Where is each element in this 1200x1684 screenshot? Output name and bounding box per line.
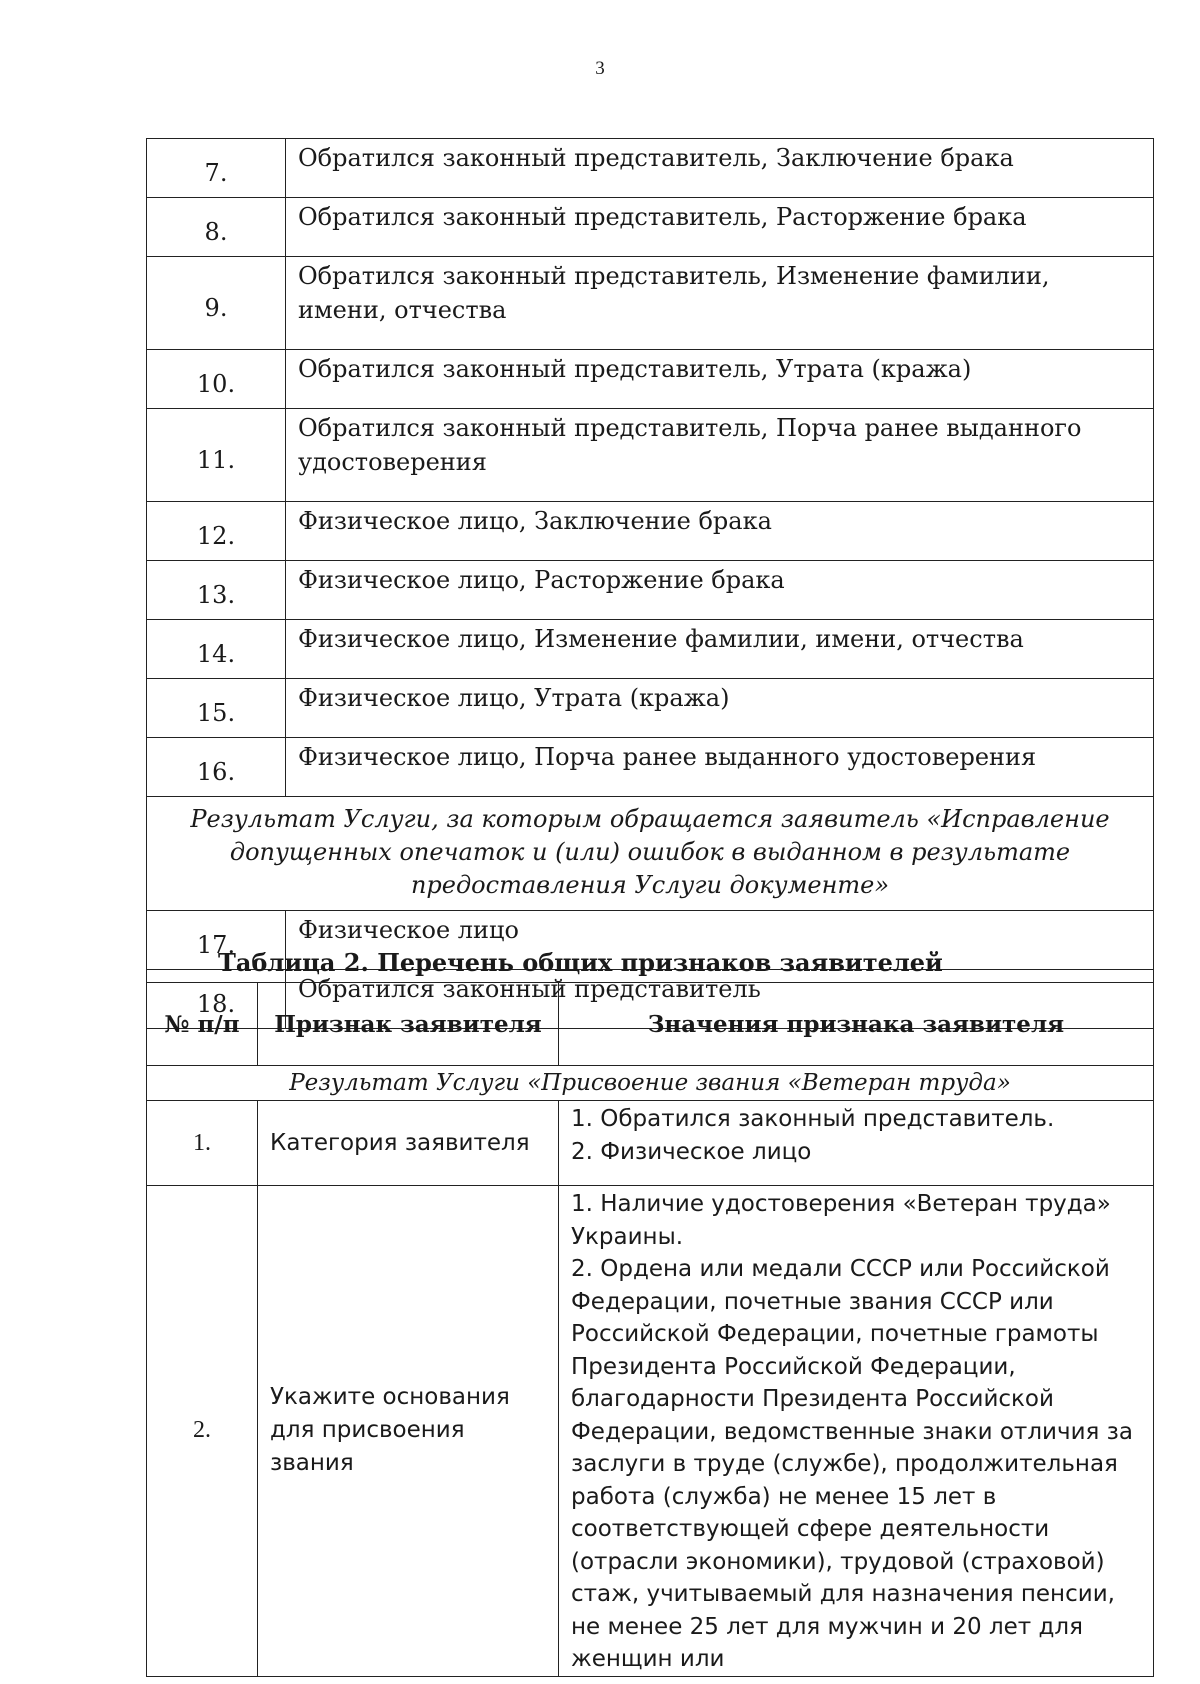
- table-row: [147, 257, 1154, 350]
- table2-section-header: Результат Услуги «Присвоение звания «Ветеран труда»: [147, 1066, 1154, 1101]
- row-text: Физическое лицо, Расторжение брака: [286, 561, 1154, 620]
- column-header-attribute: Признак заявителя: [258, 983, 559, 1066]
- row-text: Физическое лицо: [286, 911, 1154, 970]
- row-text: Обратился законный представитель, Порча ранее выданного удостоверения: [286, 409, 1154, 502]
- row-number: 9.: [147, 257, 286, 350]
- row-attribute: Укажите основания для присвоения звания: [258, 1186, 559, 1677]
- table2-header-row: [147, 983, 1154, 1066]
- row-text: Обратился законный представитель, Утрата (кража): [286, 350, 1154, 409]
- table-row: [147, 502, 1154, 561]
- row-number: 13.: [147, 561, 286, 620]
- row-text: Физическое лицо, Порча ранее выданного удостоверения: [286, 738, 1154, 797]
- value-item: 1. Обратился законный представитель.: [571, 1106, 1055, 1132]
- applicant-attributes-table: [146, 982, 1154, 1677]
- table-row: [147, 409, 1154, 502]
- row-number: 18.: [147, 970, 286, 1029]
- table1-section-header: Результат Услуги, за которым обращается заявитель «Исправление допущенных опечаток и (или) ошибок в выданном в результате предоставления Услуги документе»: [147, 797, 1154, 911]
- value-item: 2. Физическое лицо: [571, 1138, 812, 1165]
- row-text: Обратился законный представитель, Расторжение брака: [286, 198, 1154, 257]
- column-header-number: № п/п: [147, 983, 258, 1066]
- row-values: [559, 1186, 1154, 1677]
- table-row: [147, 350, 1154, 409]
- row-text: Физическое лицо, Изменение фамилии, имени, отчества: [286, 620, 1154, 679]
- row-text: Физическое лицо, Утрата (кража): [286, 679, 1154, 738]
- table-row: [147, 139, 1154, 198]
- row-number: 7.: [147, 139, 286, 198]
- row-text: Физическое лицо, Заключение брака: [286, 502, 1154, 561]
- applicant-variants-table-continuation: [146, 138, 1154, 1029]
- page-number: 3: [595, 58, 605, 79]
- row-attribute: Категория заявителя: [258, 1101, 559, 1186]
- table-row: [147, 679, 1154, 738]
- table1-rows-group-a: [147, 139, 1154, 797]
- table2-title: Таблица 2. Перечень общих признаков заявителей: [218, 948, 943, 977]
- row-text: Обратился законный представитель: [286, 970, 1154, 1029]
- row-number: 11.: [147, 409, 286, 502]
- row-number: 10.: [147, 350, 286, 409]
- table-row: [147, 738, 1154, 797]
- table-row: [147, 1101, 1154, 1186]
- value-item: 1. Наличие удостоверения «Ветеран труда» Украины.: [571, 1191, 1111, 1250]
- column-header-values: Значения признака заявителя: [559, 983, 1154, 1066]
- row-text: Обратился законный представитель, Изменение фамилии, имени, отчества: [286, 257, 1154, 350]
- table-row: [147, 561, 1154, 620]
- table-row: [147, 1186, 1154, 1677]
- row-number: 8.: [147, 198, 286, 257]
- row-number: 15.: [147, 679, 286, 738]
- row-number: 14.: [147, 620, 286, 679]
- row-values: [559, 1101, 1154, 1186]
- row-number: 1.: [147, 1101, 258, 1186]
- value-item: 2. Ордена или медали СССР или Российской Федерации, почетные звания СССР или Российской Федерации, почетные грамоты Президента Российской Федерации, благодарности Президента Российской Федерации, ведомственные знаки отличия за заслуги в труде (службе), продолжительная работа (служба) не менее 15 лет в соответствующей сфере деятельности (отрасли экономики), трудовой (страховой) стаж, учитываемый для назначения пенсии, не менее 25 лет для мужчин и 20 лет для женщин или: [571, 1256, 1133, 1672]
- row-number: 2.: [147, 1186, 258, 1677]
- table-row: [147, 198, 1154, 257]
- row-number: 17.: [147, 911, 286, 970]
- row-number: 16.: [147, 738, 286, 797]
- table-row: [147, 620, 1154, 679]
- row-text: Обратился законный представитель, Заключение брака: [286, 139, 1154, 198]
- row-number: 12.: [147, 502, 286, 561]
